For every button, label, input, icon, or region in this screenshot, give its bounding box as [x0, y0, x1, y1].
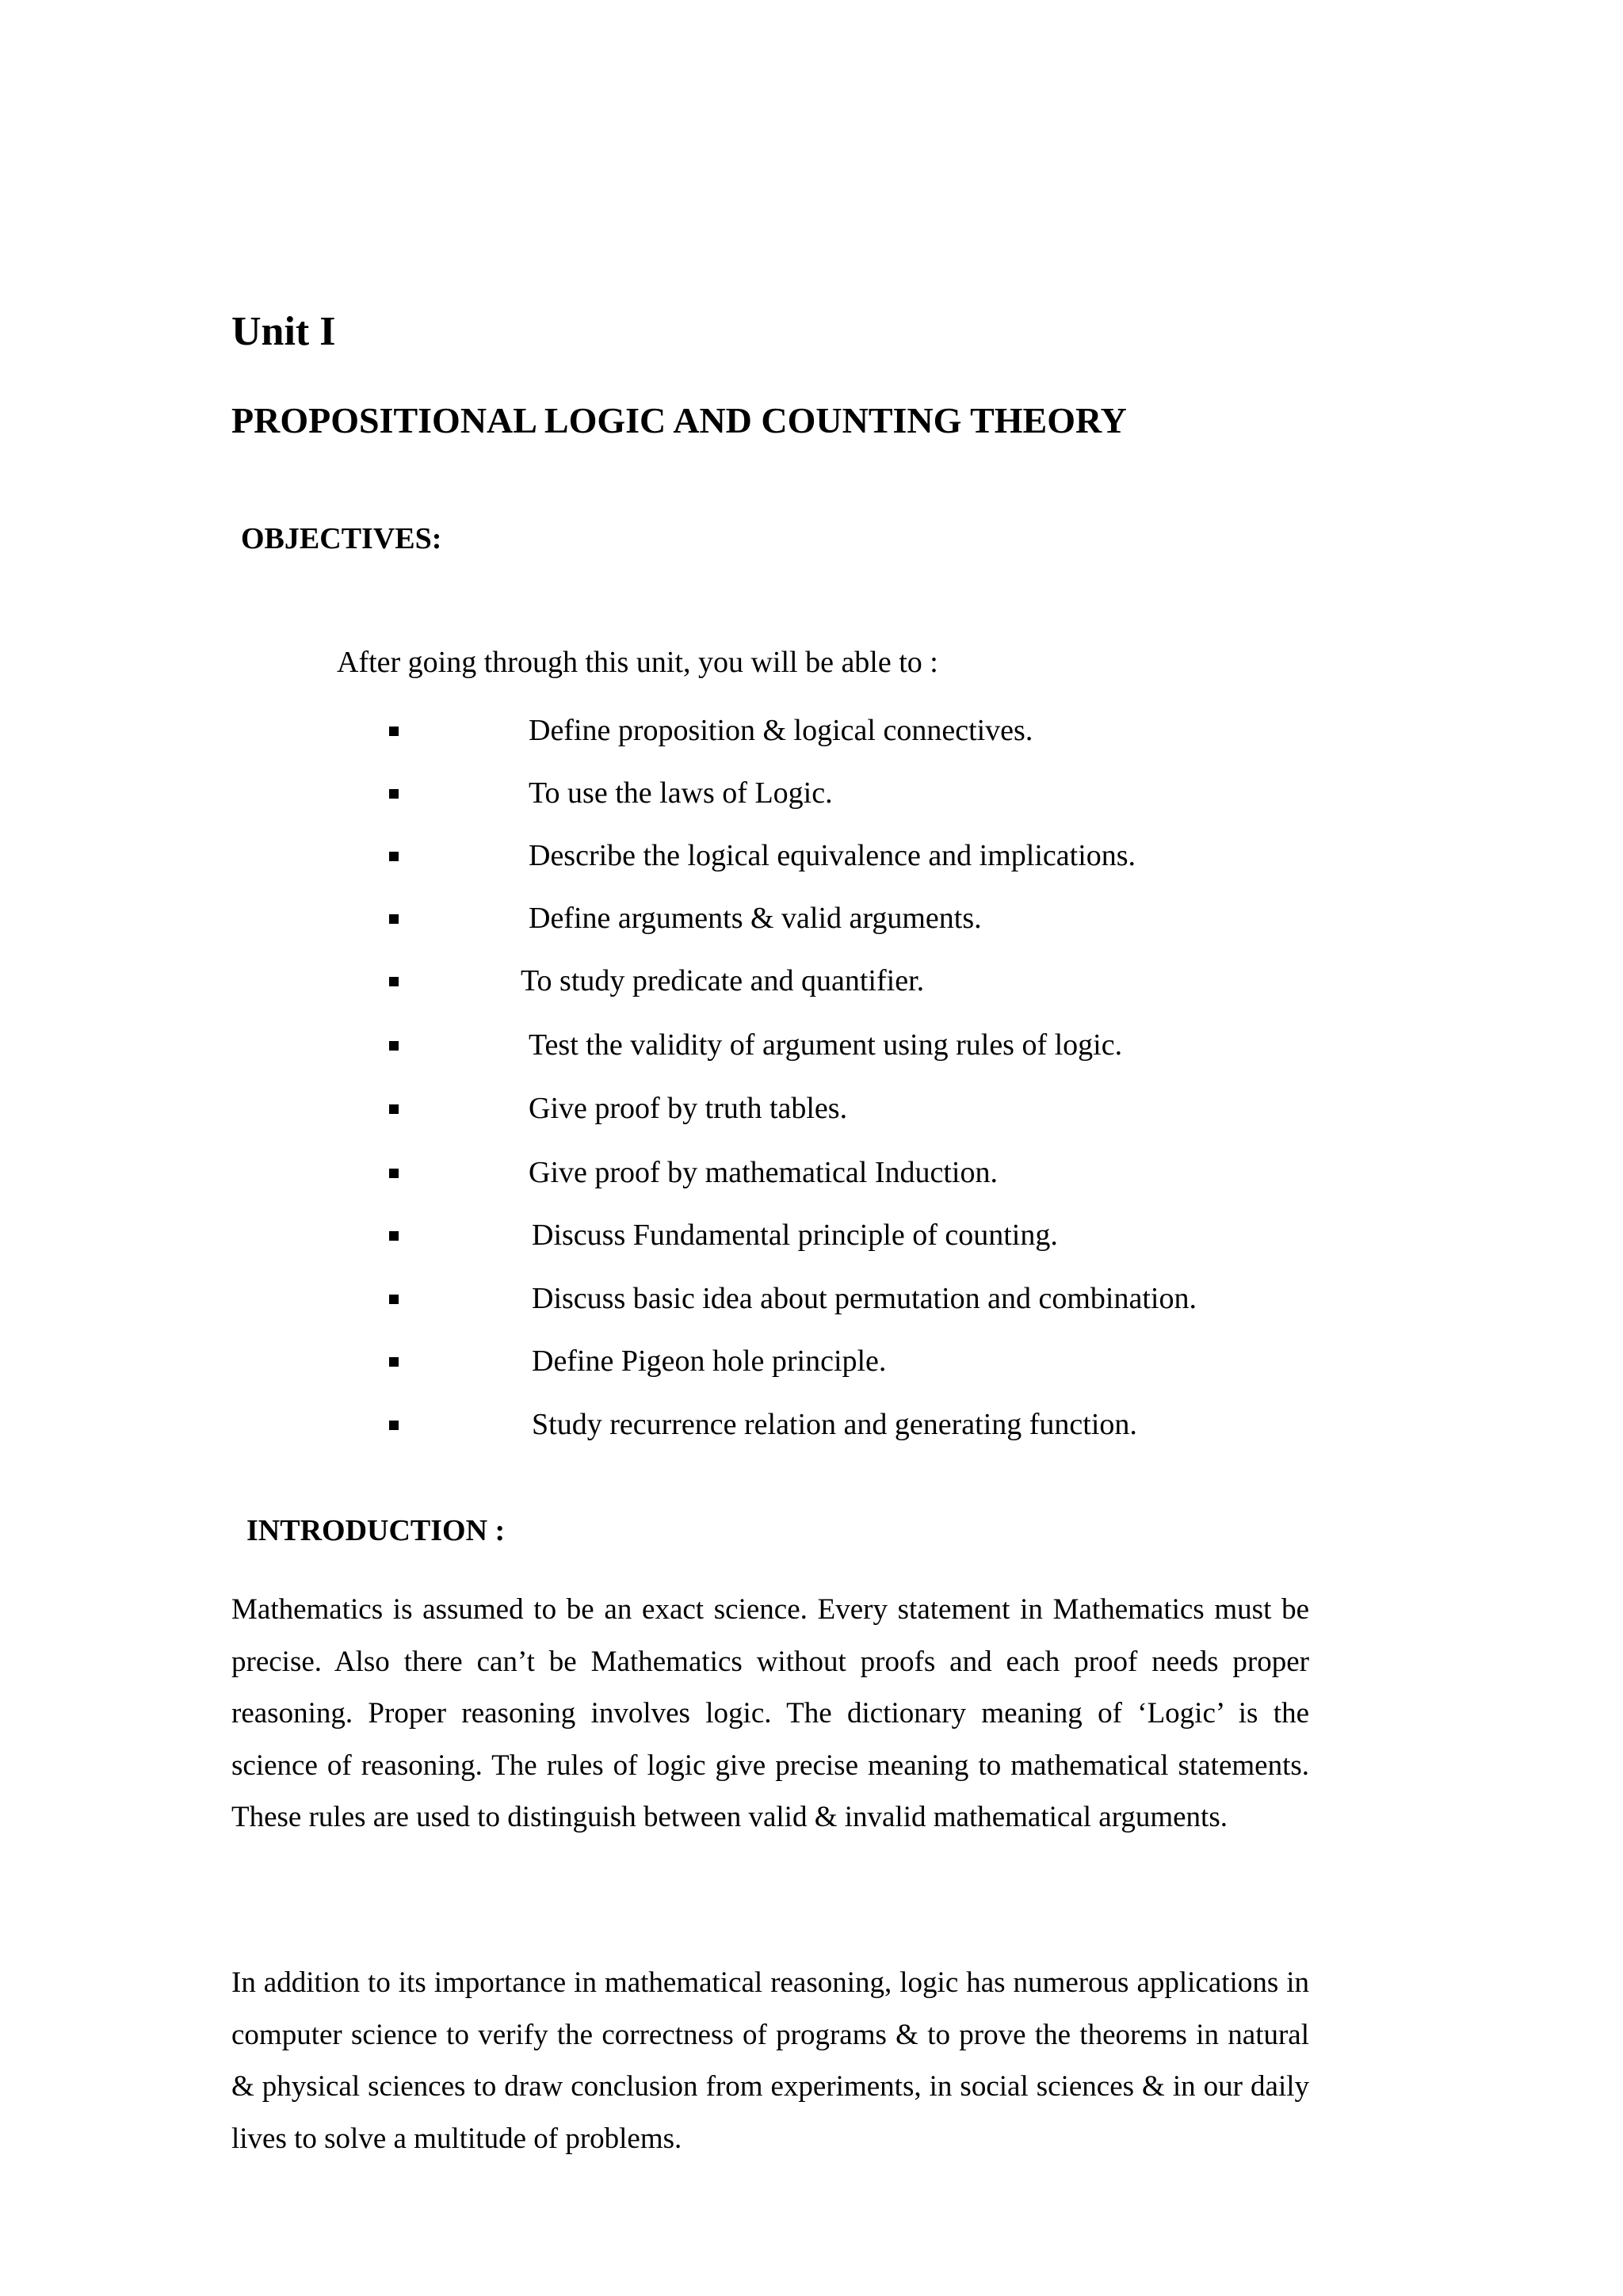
objective-item: [0, 1281, 1623, 1321]
square-bullet-icon: [389, 1421, 399, 1430]
square-bullet-icon: [389, 1231, 399, 1241]
objective-text: Define proposition & logical connectives.: [529, 714, 1033, 747]
square-bullet-icon: [389, 727, 399, 736]
square-bullet-icon: [389, 1357, 399, 1367]
introduction-heading: INTRODUCTION :: [246, 1514, 506, 1547]
objective-text: To study predicate and quantifier.: [521, 964, 925, 997]
objective-item: [0, 963, 1623, 1003]
objective-item: [0, 1091, 1623, 1131]
objective-text: Describe the logical equivalence and implications.: [529, 839, 1136, 872]
square-bullet-icon: [389, 1041, 399, 1051]
objective-item: [0, 1028, 1623, 1067]
objective-item: [0, 713, 1623, 753]
chapter-title: PROPOSITIONAL LOGIC AND COUNTING THEORY: [231, 400, 1127, 441]
introduction-paragraph: Mathematics is assumed to be an exact science. Every statement in Mathematics must be precise. Also there can’t be Mathematics without proofs and each proof needs proper reasoning. Proper reasoning involves logic. The dictionary meaning of ‘Logic’ is the science of reasoning. The rules of logic give precise meaning to mathematical statements. These rules are used to distinguish between valid & invalid mathematical arguments.: [231, 1593, 1309, 1833]
objective-item: [0, 838, 1623, 878]
objective-text: Give proof by mathematical Induction.: [529, 1156, 998, 1189]
objective-item: [0, 1407, 1623, 1447]
unit-title: Unit I: [231, 309, 336, 354]
objective-text: Test the validity of argument using rules of logic.: [529, 1028, 1123, 1062]
square-bullet-icon: [389, 1104, 399, 1114]
square-bullet-icon: [389, 852, 399, 861]
square-bullet-icon: [389, 914, 399, 924]
objective-item: [0, 1155, 1623, 1195]
square-bullet-icon: [389, 789, 399, 799]
objective-text: Define Pigeon hole principle.: [532, 1344, 887, 1378]
square-bullet-icon: [389, 1169, 399, 1178]
objective-item: [0, 901, 1623, 940]
objective-item: [0, 776, 1623, 815]
square-bullet-icon: [389, 977, 399, 986]
objective-item: [0, 1344, 1623, 1383]
objective-item: [0, 1218, 1623, 1257]
objective-text: To use the laws of Logic.: [529, 776, 833, 810]
objective-text: Study recurrence relation and generating function.: [532, 1408, 1137, 1441]
objectives-intro: After going through this unit, you will be able to :: [337, 646, 938, 679]
objective-text: Discuss Fundamental principle of counting.: [532, 1219, 1058, 1252]
introduction-paragraph: In addition to its importance in mathematical reasoning, logic has numerous applications in computer science to verify the correctness of programs & to prove the theorems in natural & physical sciences to draw conclusion from experiments, in social sciences & in our daily lives to solve a multitude of problems.: [231, 1966, 1309, 2155]
objective-text: Discuss basic idea about permutation and combination.: [532, 1282, 1197, 1315]
objectives-heading: OBJECTIVES:: [241, 522, 442, 555]
square-bullet-icon: [389, 1295, 399, 1304]
objective-text: Give proof by truth tables.: [529, 1092, 848, 1125]
objective-text: Define arguments & valid arguments.: [529, 902, 982, 935]
